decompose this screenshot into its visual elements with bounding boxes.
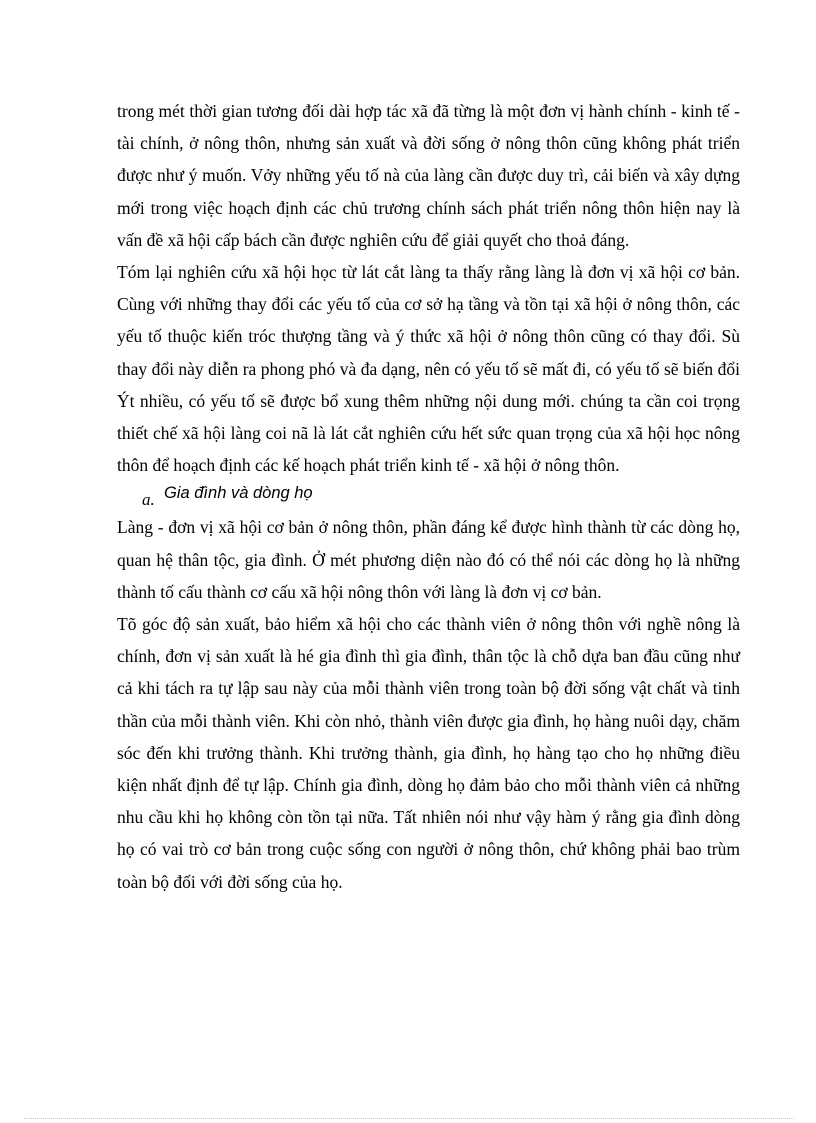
page-bottom-divider <box>24 1118 794 1119</box>
section-heading <box>117 481 740 511</box>
section-heading-title: Gia đình và dòng họ <box>164 484 313 503</box>
paragraph-cooperative: trong mét thời gian tương đối dài hợp tác xã đã từng là một đơn vị hành chính - kinh tế - tài chính, ở nông thôn, nhưng sản xuất và đời sống ở nông thôn cũng không phát triển được như ý muốn. Vởy những yếu tố nà của làng cần được duy trì, cải biến và xây dựng mới trong việc hoạch định các chủ trương chính sách phát triển nông thôn hiện nay là vấn đề xã hội cấp bách cần được nghiên cứu để giải quyết cho thoả đáng. <box>117 101 740 250</box>
document-body <box>117 95 740 898</box>
paragraph-village-kinship: Làng - đơn vị xã hội cơ bản ở nông thôn, phần đáng kể được hình thành từ các dòng họ, quan hệ thân tộc, gia đình. Ở mét phương diện nào đó có thể nói các dòng họ là những thành tố cấu thành cơ cấu xã hội nông thôn với làng là đơn vị cơ bản. <box>117 517 740 602</box>
paragraph-family-role: Tõ góc độ sản xuất, bảo hiểm xã hội cho các thành viên ở nông thôn với nghề nông là chính, đơn vị sản xuất là hé gia đình thì gia đình, thân tộc là chỗ dựa ban đầu cũng như cả khi tách ra tự lập sau này của mỗi thành viên trong toàn bộ đời sống vật chất và tinh thần của mỗi thành viên. Khi còn nhỏ, thành viên được gia đình, họ hàng nuôi dạy, chăm sóc đến khi trưởng thành. Khi trưởng thành, gia đình, họ hàng tạo cho họ những điều kiện nhất định để tự lập. Chính gia đình, dòng họ đảm bảo cho mỗi thành viên cả những nhu cầu khi họ không còn tồn tại nữa. Tất nhiên nói như vậy hàm ý rằng gia đình dòng họ có vai trò cơ bản trong cuộc sống con người ở nông thôn, chứ không phải bao trùm toàn bộ đối với đời sống của họ. <box>117 614 740 892</box>
paragraph-village-summary: Tóm lại nghiên cứu xã hội học từ lát cắt làng ta thấy rằng làng là đơn vị xã hội cơ bản. Cùng với những thay đổi các yếu tố của cơ sở hạ tầng và tồn tại xã hội ở nông thôn, các yếu tố thuộc kiến tróc thượng tầng và ý thức xã hội ở nông thôn cũng có thay đổi. Sù thay đổi này diễn ra phong phó và đa dạng, nên có yếu tố sẽ mất đi, có yếu tố sẽ biến đổi Ýt nhiều, có yếu tố sẽ được bổ xung thêm những nội dung mới. chúng ta cần coi trọng thiết chế xã hội làng coi nã là lát cắt nghiên cứu hết sức quan trọng của xã hội học nông thôn để hoạch định các kế hoạch phát triển kinh tế - xã hội ở nông thôn. <box>117 262 740 476</box>
section-heading-marker: a. <box>142 490 155 510</box>
